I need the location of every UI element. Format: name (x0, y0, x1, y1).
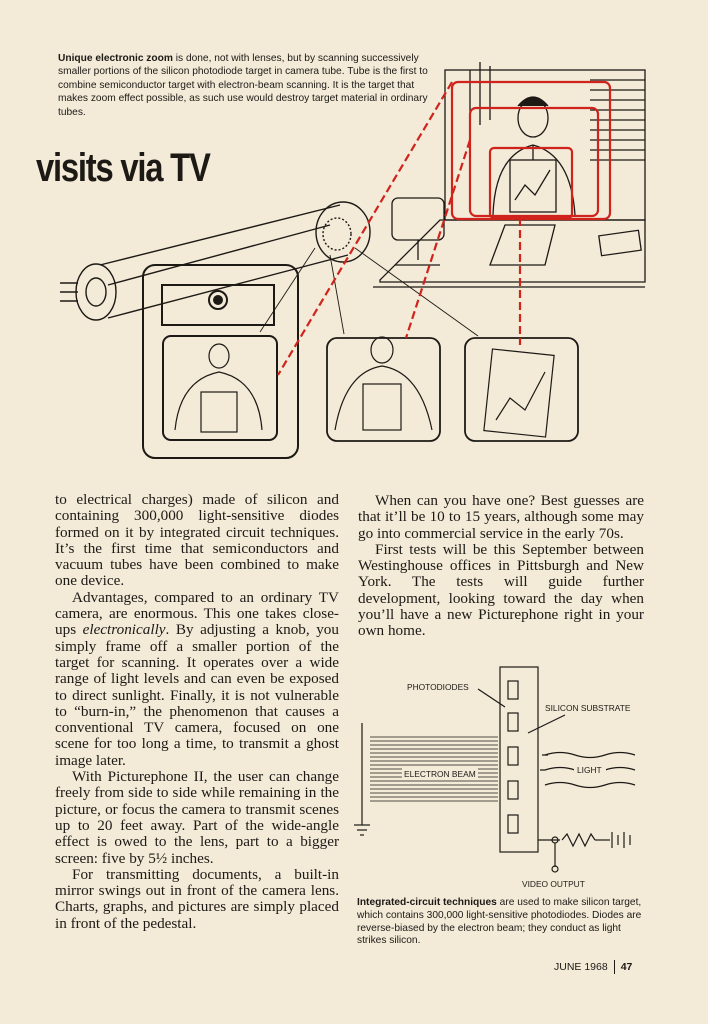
silicon-substrate (500, 667, 538, 852)
picturephone-set (143, 265, 298, 458)
photodiodes-label: PHOTODIODES (407, 682, 469, 692)
left-paragraph-2-emphasis: electronically (82, 621, 166, 639)
right-paragraph-1: When can you have one? Best guesses are that it’ll be 10 to 15 years, although some may go into commercial service in the early 70s. (358, 492, 644, 542)
bottom-caption-text: are used to make silicon target, which contains 300,000 light-sensitive photodiodes. Diodes are reverse-biased by the electron beam; they conduct as light strikes silicon. (357, 897, 642, 947)
office-scene (373, 62, 645, 287)
left-paragraph-1: to electrical charges) made of silicon and containing 300,000 light-sensitive diodes formed on it by integrated circuit techniques. It’s the first time that semiconductors and vacuum tubes have been combined to make one device. (55, 491, 339, 590)
pointer-lines (260, 248, 478, 336)
left-paragraph-2-end: . By adjusting a knob, you simply frame off a smaller portion of the target for scanning. It operates over a wide range of light levels and can even be exposed to direct sunlight. Finally, it is not vulnerable to “burn-in,” the phenomenon that causes a conventional TV camera, focused on one scene for too long a time, to transmit a ghost image later. (55, 621, 339, 769)
bottom-caption (357, 897, 645, 948)
zoom-frame-medium (327, 337, 440, 441)
bottom-caption-lead: Integrated-circuit techniques (357, 897, 497, 908)
document-pedestal (490, 225, 555, 265)
top-caption-lead: Unique electronic zoom (58, 53, 173, 64)
left-paragraph-3: With Picturephone II, the user can change freely from side to side while remaining in the picture, or focus the camera to transmit scenes up to 20 feet away. Part of the wide-angle effect is owed to the lens, part to a bigger screen: five by 5½ inches. (55, 768, 339, 867)
electron-beam-label: ELECTRON BEAM (404, 769, 476, 779)
left-paragraph-2-start: Advantages, compared to an ordinary TV camera, are enormous. This one takes close-ups (55, 588, 339, 639)
light-label: LIGHT (577, 765, 602, 775)
issue-date: JUNE 1968 (554, 960, 608, 973)
output-circuit (538, 832, 630, 872)
camera-zoom-illustration (0, 0, 708, 470)
right-paragraph-2: First tests will be this September between Westinghouse offices in Pittsburgh and New York. The tests will guide further development, looking toward the day when you’ll have a new Picturephone right in your own home. (358, 540, 644, 640)
video-output-label: VIDEO OUTPUT (522, 879, 585, 889)
man-at-desk (493, 97, 575, 215)
page-number: 47 (620, 960, 633, 973)
silicon-substrate-label: SILICON SUBSTRATE (545, 703, 631, 713)
ground-symbol-left (354, 723, 370, 835)
camera-on-desk (392, 198, 444, 265)
photodiode-target-diagram (0, 655, 708, 895)
photodiode-cells (508, 681, 518, 833)
top-caption-text: is done, not with lenses, but by scanning successively smaller portions of the silicon photodiode target in camera tube. Tube is the first to combine semiconductor target with electron-beam scanning. It is the target that makes zoom effect possible, as such use would destroy target material in ordinary tubes. (58, 53, 428, 118)
substrate-leader (528, 715, 565, 733)
photodiodes-leader (478, 689, 505, 707)
left-paragraph-4: For transmitting documents, a built-in mirror swings out in front of the camera lens. Charts, graphs, and pictures are simply placed in front of the pedestal. (55, 865, 339, 932)
folio-divider (614, 960, 615, 974)
zoom-frame-close (465, 338, 578, 441)
headline: visits via TV (36, 146, 210, 190)
folio (554, 960, 632, 974)
right-column (358, 493, 644, 640)
